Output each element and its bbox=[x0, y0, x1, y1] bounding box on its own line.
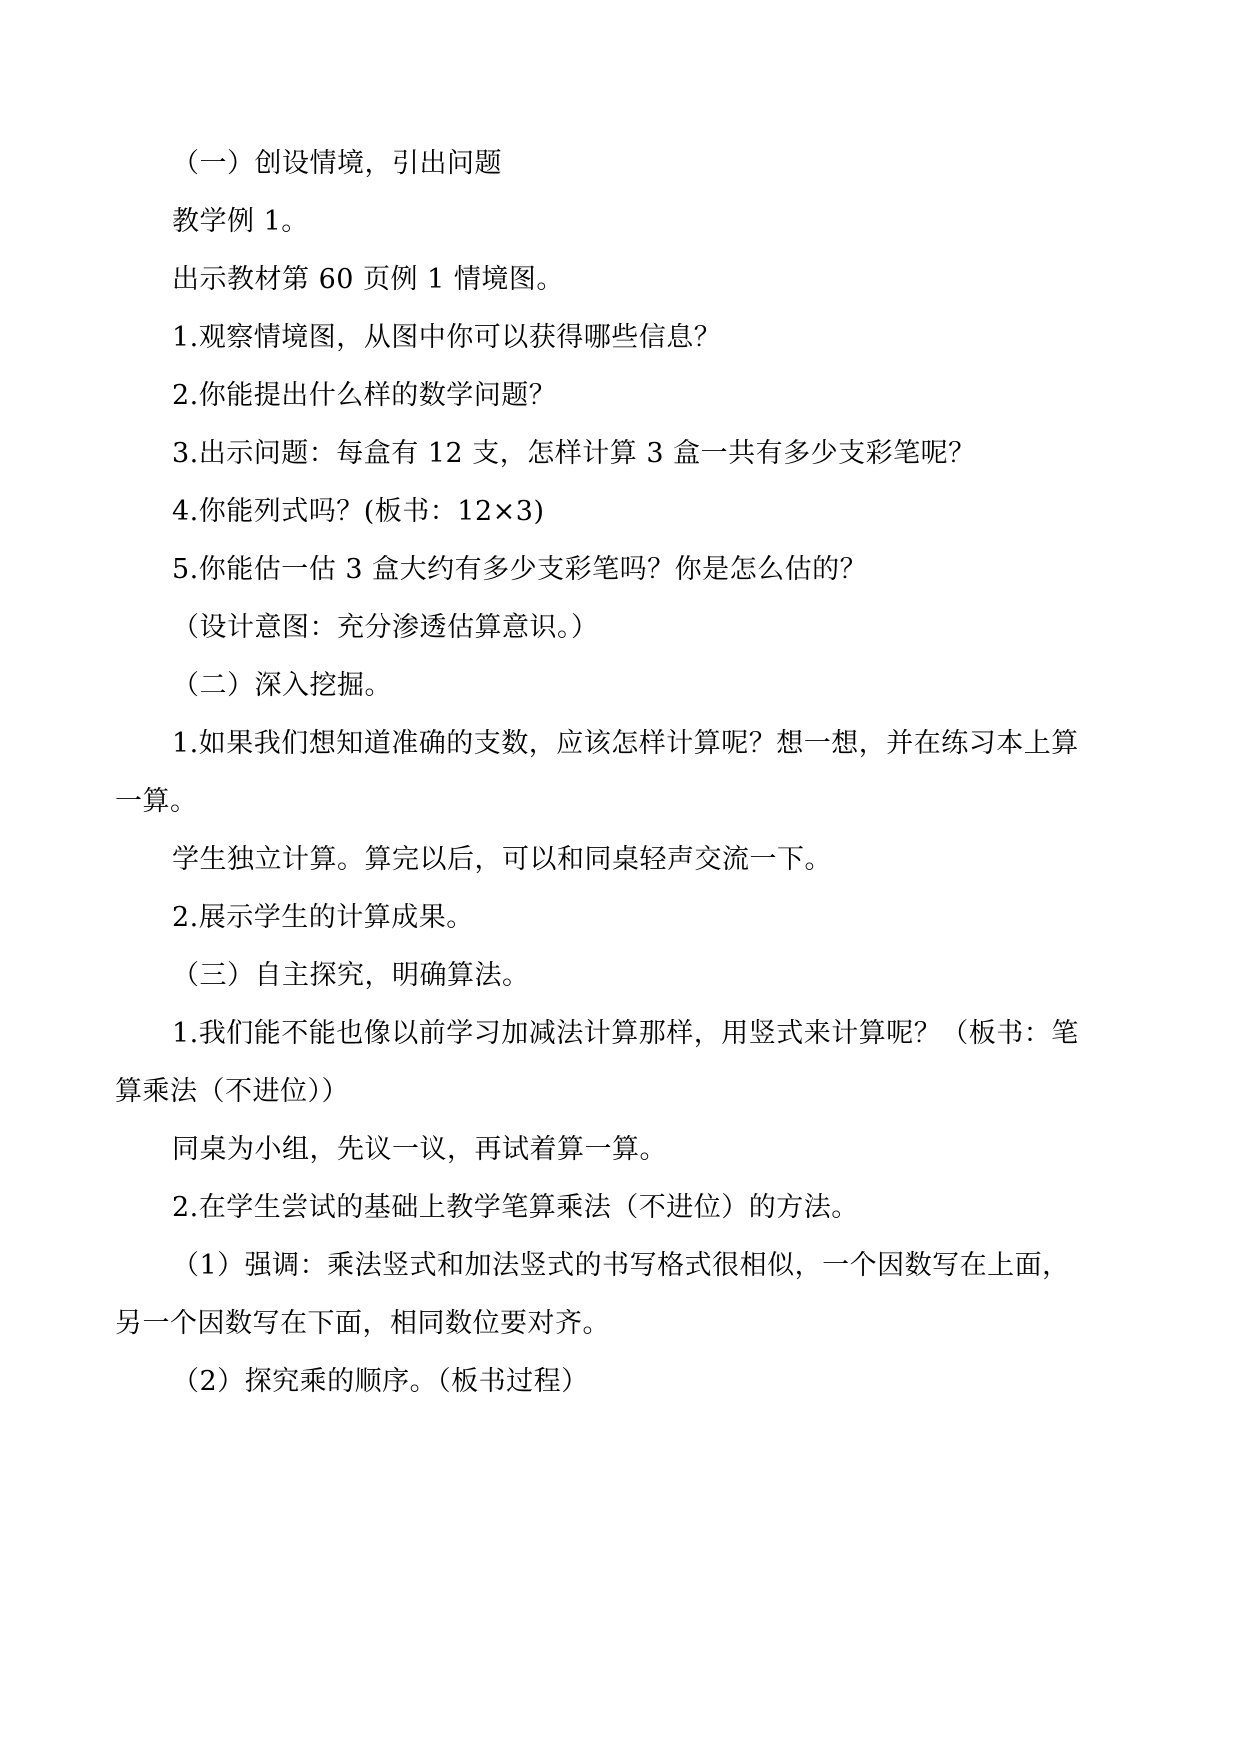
list-item-3: 3.出示问题：每盒有 12 支，怎样计算 3 盒一共有多少支彩笔呢？ bbox=[172, 438, 976, 469]
list-item-1: 1.观察情境图，从图中你可以获得哪些信息？ bbox=[172, 322, 722, 353]
paragraph-emphasis: （1）强调：乘法竖式和加法竖式的书写格式很相似，一个因数写在上面， bbox=[172, 1250, 1070, 1281]
section-heading-2: （二）深入挖掘。 bbox=[172, 670, 392, 701]
list-item-4: 4.你能列式吗？(板书：12×3) bbox=[172, 496, 545, 527]
paragraph-vertical: 1.我们能不能也像以前学习加减法计算那样，用竖式来计算呢？（板书：笔 bbox=[172, 1018, 1079, 1049]
section-heading-1: （一）创设情境，引出问题 bbox=[172, 148, 502, 179]
design-intent-note: （设计意图：充分渗透估算意识。） bbox=[172, 612, 599, 643]
list-item-5: 5.你能估一估 3 盒大约有多少支彩笔吗？你是怎么估的？ bbox=[172, 554, 868, 585]
paragraph-teaching: 2.在学生尝试的基础上教学笔算乘法（不进位）的方法。 bbox=[172, 1192, 859, 1223]
paragraph-vertical-cont: 算乘法（不进位）） bbox=[115, 1076, 349, 1107]
paragraph-question-1: 1.如果我们想知道准确的支数，应该怎样计算呢？想一想，并在练习本上算 bbox=[172, 728, 1079, 759]
paragraph-independent: 学生独立计算。算完以后，可以和同桌轻声交流一下。 bbox=[172, 844, 832, 875]
paragraph-emphasis-cont: 另一个因数写在下面，相同数位要对齐。 bbox=[115, 1308, 610, 1339]
paragraph-question-1-cont: 一算。 bbox=[115, 786, 198, 817]
paragraph-example: 教学例 1。 bbox=[172, 206, 309, 237]
list-item-2: 2.你能提出什么样的数学问题？ bbox=[172, 380, 557, 411]
paragraph-group: 同桌为小组，先议一议，再试着算一算。 bbox=[172, 1134, 667, 1165]
paragraph-show-figure: 出示教材第 60 页例 1 情境图。 bbox=[172, 264, 564, 295]
section-heading-3: （三）自主探究，明确算法。 bbox=[172, 960, 530, 991]
paragraph-order: （2）探究乘的顺序。（板书过程） bbox=[172, 1366, 589, 1397]
paragraph-show-results: 2.展示学生的计算成果。 bbox=[172, 902, 474, 933]
